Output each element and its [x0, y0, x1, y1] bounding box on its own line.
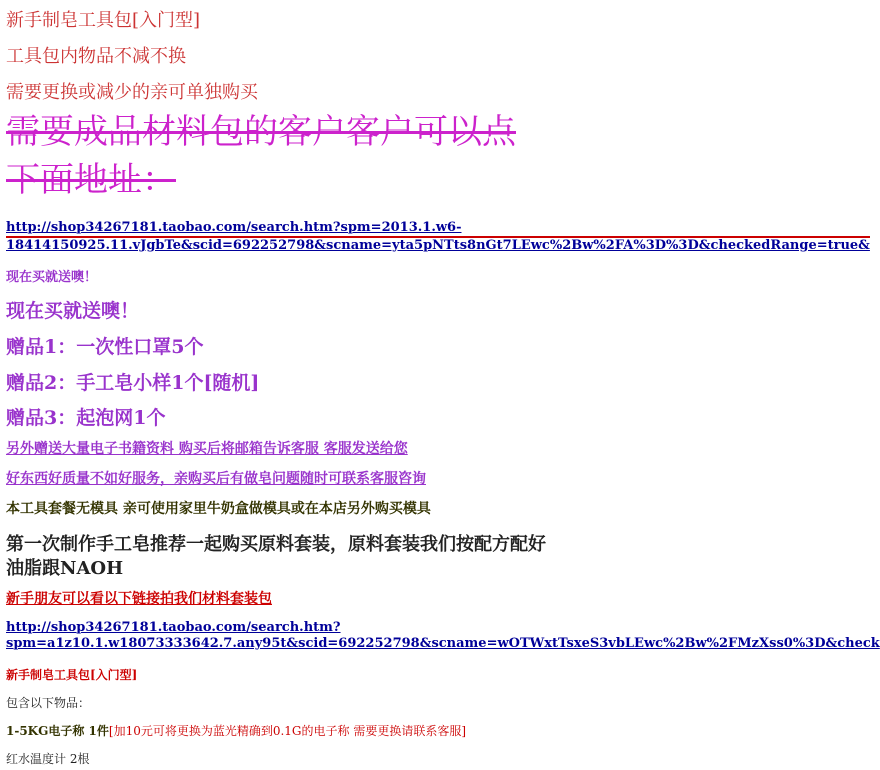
- ebook-note: 另外赠送大量电子书籍资料 购买后将邮箱告诉客服 客服发送给您: [6, 441, 408, 457]
- first-time-note-line1: 第一次制作手工皂推荐一起购买原料套装，原料套装我们按配方配好: [6, 534, 546, 555]
- finished-kit-strike-line2: 下面地址：: [6, 160, 176, 200]
- item-scale: [6, 722, 466, 739]
- buy-separately-note: 需要更换或减少的亲可单独购买: [6, 82, 258, 103]
- kit-title-small: 新手制皂工具包[入门型]: [6, 668, 138, 682]
- service-note: 好东西好质量不如好服务，亲购买后有做皂问题随时可联系客服咨询: [6, 471, 426, 487]
- new-friend-link-note: 新手朋友可以看以下链接拍我们材料套装包: [6, 591, 272, 607]
- contains-label: 包含以下物品：: [6, 696, 91, 710]
- item-thermometer: 红水温度计 2根: [6, 752, 90, 766]
- gift-now-small: 现在买就送噢！: [6, 270, 98, 285]
- no-change-note: 工具包内物品不减不换: [6, 46, 186, 67]
- shop-link-2-line2[interactable]: spm=a1z10.1.w18073333642.7.any95t&scid=692252798&scname=wOTWxtTsxeS3vbLEwc%2Bw%2FMzXss0%3D&check: [6, 636, 880, 651]
- gift-item-2: 赠品2：手工皂小样1个[随机]: [6, 372, 260, 394]
- mold-note: 本工具套餐无模具 亲可使用家里牛奶盒做模具或在本店另外购买模具: [6, 501, 431, 517]
- gift-now-big: 现在买就送噢！: [6, 300, 140, 322]
- first-time-note-line2: 油脂跟NAOH: [6, 558, 124, 579]
- shop-link-1-line2[interactable]: 18414150925.11.vJgbTe&scid=692252798&scname=yta5pNTts8nGt7LEwc%2Bw%2FA%3D%3D&checkedRange=true&: [6, 238, 870, 253]
- item-scale-upgrade-note: [加10元可将更换为蓝光精确到0.1G的电子称 需要更换请联系客服]: [108, 724, 467, 738]
- kit-heading: 新手制皂工具包[入门型]: [6, 10, 201, 31]
- gift-item-3: 赠品3：起泡网1个: [6, 407, 166, 429]
- gift-item-1: 赠品1：一次性口罩5个: [6, 336, 204, 358]
- finished-kit-strike-line1: 需要成品材料包的客户客户可以点: [6, 112, 516, 152]
- item-scale-label: 1-5KG电子称 1件: [6, 724, 109, 738]
- shop-link-2-line1[interactable]: http://shop34267181.taobao.com/search.htm?: [6, 620, 341, 635]
- shop-link-1-line1[interactable]: http://shop34267181.taobao.com/search.htm?spm=2013.1.w6-: [6, 220, 462, 235]
